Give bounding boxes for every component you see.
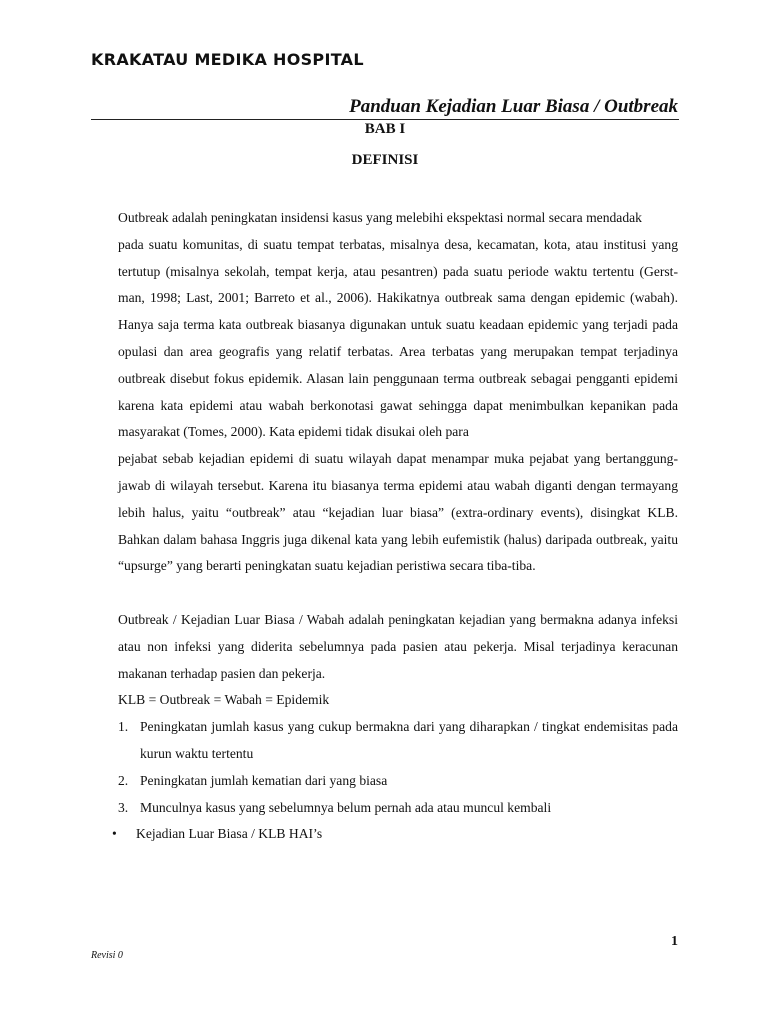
revision-label: Revisi 0 [91,950,123,961]
paragraph: Outbreak adalah peningkatan insidensi kasus yang melebihi ekspektasi normal secara mendadak [118,210,642,225]
list-number: 1. [118,719,129,735]
numbered-list [118,714,678,821]
header-divider [91,119,679,120]
equation-line: KLB = Outbreak = Wabah = Epidemik [118,692,330,708]
list-item [118,714,678,768]
list-number: 2. [118,772,129,788]
document-title: Panduan Kejadian Luar Biasa / Outbreak [349,96,678,117]
list-item [118,768,678,795]
body-text [112,205,678,848]
paragraph: Outbreak / Kejadian Luar Biasa / Wabah adalah peningkatan kejadian yang bermakna adanya infeksi atau non infeksi yang diderita sebelumnya pada pasien atau pekerja. Misal terjadinya keracunan makanan terhadap pasien dan pekerja. [118,611,678,681]
list-item [118,795,678,822]
list-item-text: Peningkatan jumlah kasus yang cukup bermakna dari yang diharapkan / tingkat endemisitas pada kurun waktu tertentu [140,719,678,761]
chapter-title: DEFINISI [351,152,419,168]
bullet-icon: • [112,826,117,842]
paragraph: pejabat sebab kejadian epidemi di suatu wilayah dapat menampar muka pejabat yang bertanggung-jawab di wilayah tersebut. Karena itu biasanya terma epidemi atau wabah diganti dengan termayang lebih halus, yaitu “outbreak” atau “kejadian luar biasa” (extra-ordinary events), disingkat KLB. Bahkan dalam bahasa Inggris juga dikenal kata yang lebih eufemistik (halus) daripada outbreak, yaitu “upsurge” yang berarti peningkatan suatu kejadian peristiwa secara tiba-tiba. [118,451,678,574]
paragraph: pada suatu komunitas, di suatu tempat terbatas, misalnya desa, kecamatan, kota, atau institusi yang tertutup (misalnya sekolah, tempat kerja, atau pesantren) pada suatu periode waktu tertentu (Gerst-man, 1998; Last, 2001; Barreto et al., 2006). Hakikatnya outbreak sama dengan epidemic (wabah). Hanya saja terma kata outbreak biasanya digunakan untuk suatu keadaan epidemic yang terjadi pada opulasi dan area geografis yang relatif terbatas. Area terbatas yang merupakan tempat terjadinya outbreak disebut fokus epidemik. Alasan lain penggunaan terma outbreak sebagai pengganti epidemi karena kata epidemi atau wabah berkonotasi gawat sehingga dapat menimbulkan kepanikan pada masyarakat (Tomes, 2000). Kata epidemi tidak disukai oleh para [118,236,678,440]
list-item-text: Munculnya kasus yang sebelumnya belum pernah ada atau muncul kembali [140,799,552,815]
chapter-number: BAB I [364,121,406,137]
page-number: 1 [671,934,678,949]
paragraph-gap [118,580,678,607]
list-number: 3. [118,799,129,815]
list-item-text: Peningkatan jumlah kematian dari yang biasa [140,772,388,788]
bullet-item-text: Kejadian Luar Biasa / KLB HAI’s [136,826,323,842]
bullet-item [112,821,678,848]
hospital-name: KRAKATAU MEDIKA HOSPITAL [91,50,364,69]
